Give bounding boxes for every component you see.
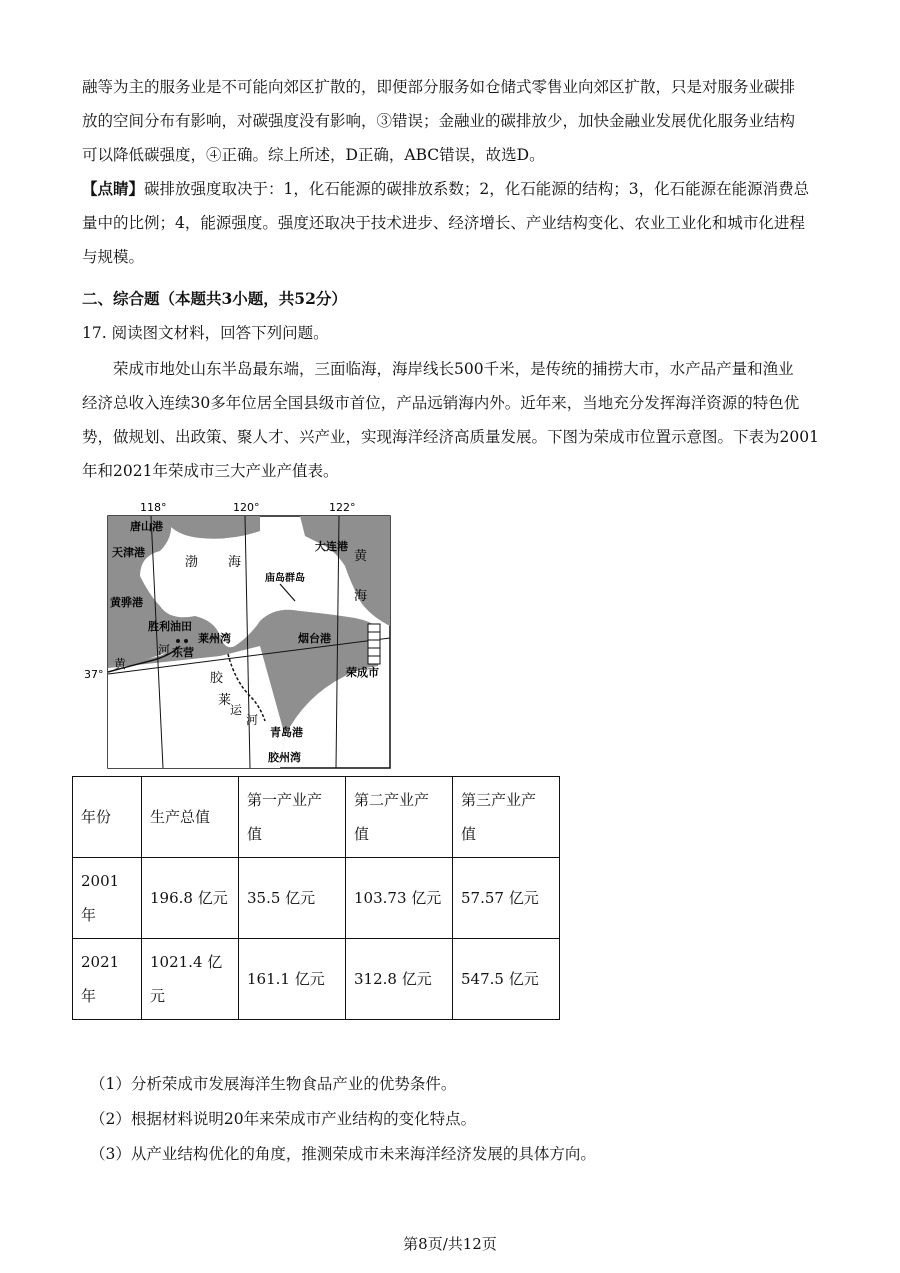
label-jiaozhou: 胶州湾 — [268, 751, 301, 764]
material-line: 荣成市地处山东半岛最东端，三面临海，海岸线长500千米，是传统的捕捞大市，水产品产量和渔业 — [113, 360, 794, 378]
label-qingdao: 青岛港 — [270, 726, 303, 739]
label-yantai: 烟台港 — [298, 632, 331, 645]
material-line: 势，做规划、出政策、聚人才、兴产业，实现海洋经济高质量发展。下图为荣成市位置示意图。下表为2001 — [82, 428, 819, 446]
rongcheng-marker — [368, 624, 380, 664]
dianjing-line — [82, 172, 822, 206]
explanation-line: 可以降低碳强度，④正确。综上所述，D正确，ABC错误，故选D。 — [82, 146, 545, 164]
table-header-row — [73, 777, 560, 858]
material-line: 经济总收入连续30多年位居全国县级市首位，产品远销海内外。近年来，当地充分发挥海洋资源的特色优 — [82, 394, 800, 412]
section-title: 二、综合题（本题共3小题，共52分） — [82, 289, 347, 308]
dianjing-label: 【点睛】 — [82, 179, 145, 198]
cell-gdp: 1021.4 亿 元 — [142, 939, 239, 1020]
label-tangshan: 唐山港 — [130, 520, 163, 533]
lon-label-120: 120° — [233, 501, 260, 514]
cell-secondary: 312.8 亿元 — [346, 939, 453, 1020]
label-laizhou: 莱州湾 — [198, 632, 231, 645]
header-year: 年份 — [73, 777, 142, 858]
cell-tertiary: 547.5 亿元 — [453, 939, 560, 1020]
label-tianjin: 天津港 — [112, 546, 145, 559]
material-line: 年和2021年荣成市三大产业产值表。 — [82, 462, 339, 480]
header-gdp: 生产总值 — [142, 777, 239, 858]
label-dalian: 大连港 — [315, 540, 348, 553]
header-tertiary: 第三产业产 值 — [453, 777, 560, 858]
cell-primary: 35.5 亿元 — [239, 858, 346, 939]
label-bo-sea-2: 海 — [228, 555, 242, 570]
header-primary: 第一产业产 值 — [239, 777, 346, 858]
cell-year: 2001 年 — [73, 858, 142, 939]
sub-question-3: （3）从产业结构优化的角度，推测荣成市未来海洋经济发展的具体方向。 — [90, 1145, 596, 1163]
label-huanghua: 黄骅港 — [110, 596, 143, 609]
label-shengli: 胜利油田 — [148, 620, 192, 633]
label-canal-he: 河 — [246, 713, 259, 727]
explanation-line: 放的空间分布有影响，对碳强度没有影响，③错误；金融业的碳排放少，加快金融业发展优化服务业结构 — [82, 112, 796, 130]
lat-label-37: 37° — [84, 668, 104, 681]
page-footer: 第8页/共12页 — [403, 1235, 497, 1253]
label-canal-lai: 莱 — [218, 693, 232, 708]
cell-secondary: 103.73 亿元 — [346, 858, 453, 939]
label-yellow-river-he: 河 — [158, 643, 171, 657]
cell-primary: 161.1 亿元 — [239, 939, 346, 1020]
dianjing-line: 与规模。 — [82, 248, 145, 266]
label-canal-yun: 运 — [230, 703, 243, 717]
label-huanghai-1: 黄 — [354, 549, 368, 564]
question-intro: 17. 阅读图文材料，回答下列问题。 — [82, 324, 329, 342]
label-miaodao: 庙岛群岛 — [265, 573, 305, 584]
industry-output-table — [72, 776, 560, 1020]
cell-tertiary: 57.57 亿元 — [453, 858, 560, 939]
lon-label-122: 122° — [329, 501, 356, 514]
dianjing-text: 碳排放强度取决于：1，化石能源的碳排放系数；2，化石能源的结构；3，化石能源在能源消费总 — [144, 180, 810, 198]
cell-gdp: 196.8 亿元 — [142, 858, 239, 939]
label-huanghai-2: 海 — [354, 589, 368, 604]
label-rongcheng: 荣成市 — [346, 666, 379, 679]
cell-year: 2021 年 — [73, 939, 142, 1020]
lon-label-118: 118° — [140, 501, 167, 514]
label-dongying: 东营 — [172, 646, 194, 659]
dianjing-line: 量中的比例；4，能源强度。强度还取决于技术进步、经济增长、产业结构变化、农业工业化和城市化进程 — [82, 214, 805, 232]
sub-question-2: （2）根据材料说明20年来荣成市产业结构的变化特点。 — [90, 1110, 477, 1128]
label-yellow-river-huang: 黄 — [114, 657, 127, 671]
sub-question-1: （1）分析荣成市发展海洋生物食品产业的优势条件。 — [90, 1075, 457, 1093]
shengli-dot — [184, 639, 188, 643]
dongying-dot — [176, 639, 180, 643]
label-canal-jiao: 胶 — [210, 671, 224, 686]
location-map — [84, 496, 400, 776]
table-row — [73, 858, 560, 939]
header-secondary: 第二产业产 值 — [346, 777, 453, 858]
explanation-line: 融等为主的服务业是不可能向郊区扩散的，即便部分服务如仓储式零售业向郊区扩散，只是对服务业碳排 — [82, 78, 796, 96]
table-row — [73, 939, 560, 1020]
label-bo-sea-1: 渤 — [185, 555, 199, 570]
